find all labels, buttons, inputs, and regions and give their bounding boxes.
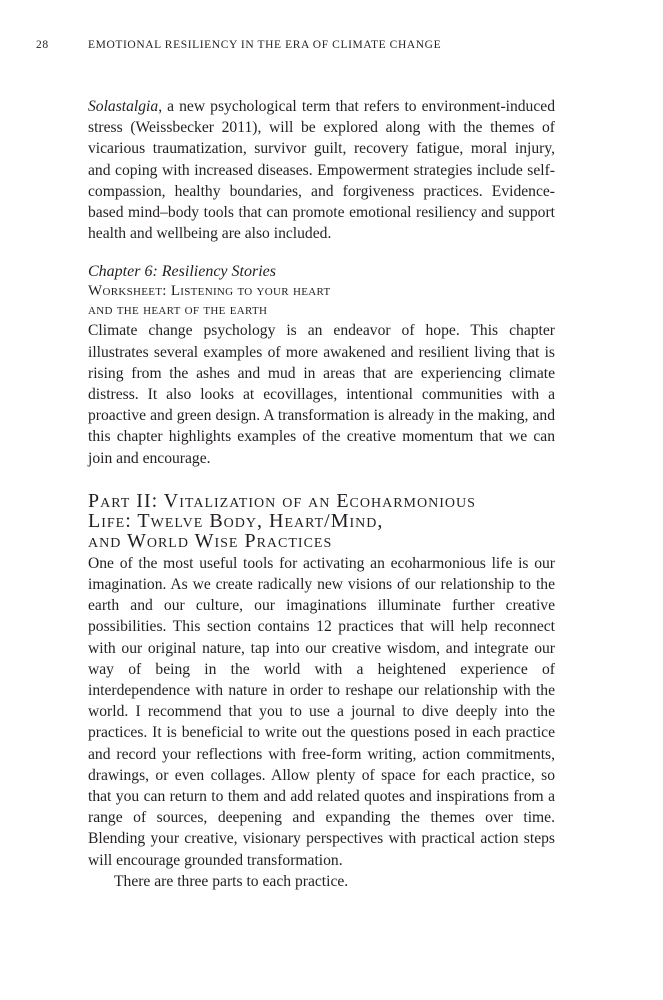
chapter-6-paragraph: Climate change psychology is an endeavor of hope. This chapter illustrates several examples of more awakened and resilient living that is rising from the ashes and mud in areas that are experiencing climate distress. It also looks at ecovillages, intentional communities with a proactive and green design. A transformation is already in the making, and this chapter highlights examples of the creative momentum that we can join and encourage. bbox=[88, 322, 555, 467]
part-2-paragraph: One of the most useful tools for activating an ecoharmonious life is our imagination. As we create radically new visions of our relationship to the earth and our culture, our imaginations illuminate further creative possibilities. This section contains 12 practices that will help reconnect with our original nature, tap into our creative wisdom, and integrate our way of being in the world with a heightened experience of interdependence with nature in order to reshape our relationship with the world. I recommend that you to use a journal to dive deeply into the practices. It is beneficial to write out the questions posed in each practice and record your reflections with free-form writing, action commitments, drawings, or even collages. Allow plenty of space for each practice, so that you can return to them and add related quotes and inspirations from a range of sources, deepening and expanding the themes over time. Blending your creative, visionary perspectives with practical action steps will encourage grounded transformation. bbox=[88, 554, 555, 869]
page-body bbox=[88, 96, 555, 892]
solastalgia-paragraph bbox=[88, 96, 555, 244]
running-head bbox=[36, 37, 596, 53]
solastalgia-text: , a new psychological term that refers to environment-induced stress (Weissbecker 2011), will be explored along with the themes of vicarious traumatization, survivor guilt, recovery fatigue, moral injury, and coping with increased diseases. Empowerment strategies include self-compassion, healthy boundaries, and forgiveness practices. Evidence-based mind–body tools that can promote emotional resiliency and support health and wellbeing are also included. bbox=[88, 98, 555, 243]
worksheet-title-line-2: and the heart of the earth bbox=[88, 302, 268, 319]
part-2-heading-line-1: Part II: Vitalization of an Ecoharmonious bbox=[88, 489, 476, 512]
chapter-6-title: Chapter 6: Resiliency Stories bbox=[88, 263, 276, 281]
part-2-heading-line-3: and World Wise Practices bbox=[88, 529, 333, 552]
book-title: EMOTIONAL RESILIENCY IN THE ERA OF CLIMATE CHANGE bbox=[88, 39, 442, 51]
part-2-heading-line-2: Life: Twelve Body, Heart/Mind, bbox=[88, 509, 384, 532]
solastalgia-term: Solastalgia bbox=[88, 98, 159, 115]
part-2-closing-paragraph: There are three parts to each practice. bbox=[114, 872, 349, 890]
part-2-heading bbox=[88, 491, 555, 551]
page-number: 28 bbox=[36, 39, 49, 51]
worksheet-title-line-1: Worksheet: Listening to your heart bbox=[88, 283, 331, 300]
